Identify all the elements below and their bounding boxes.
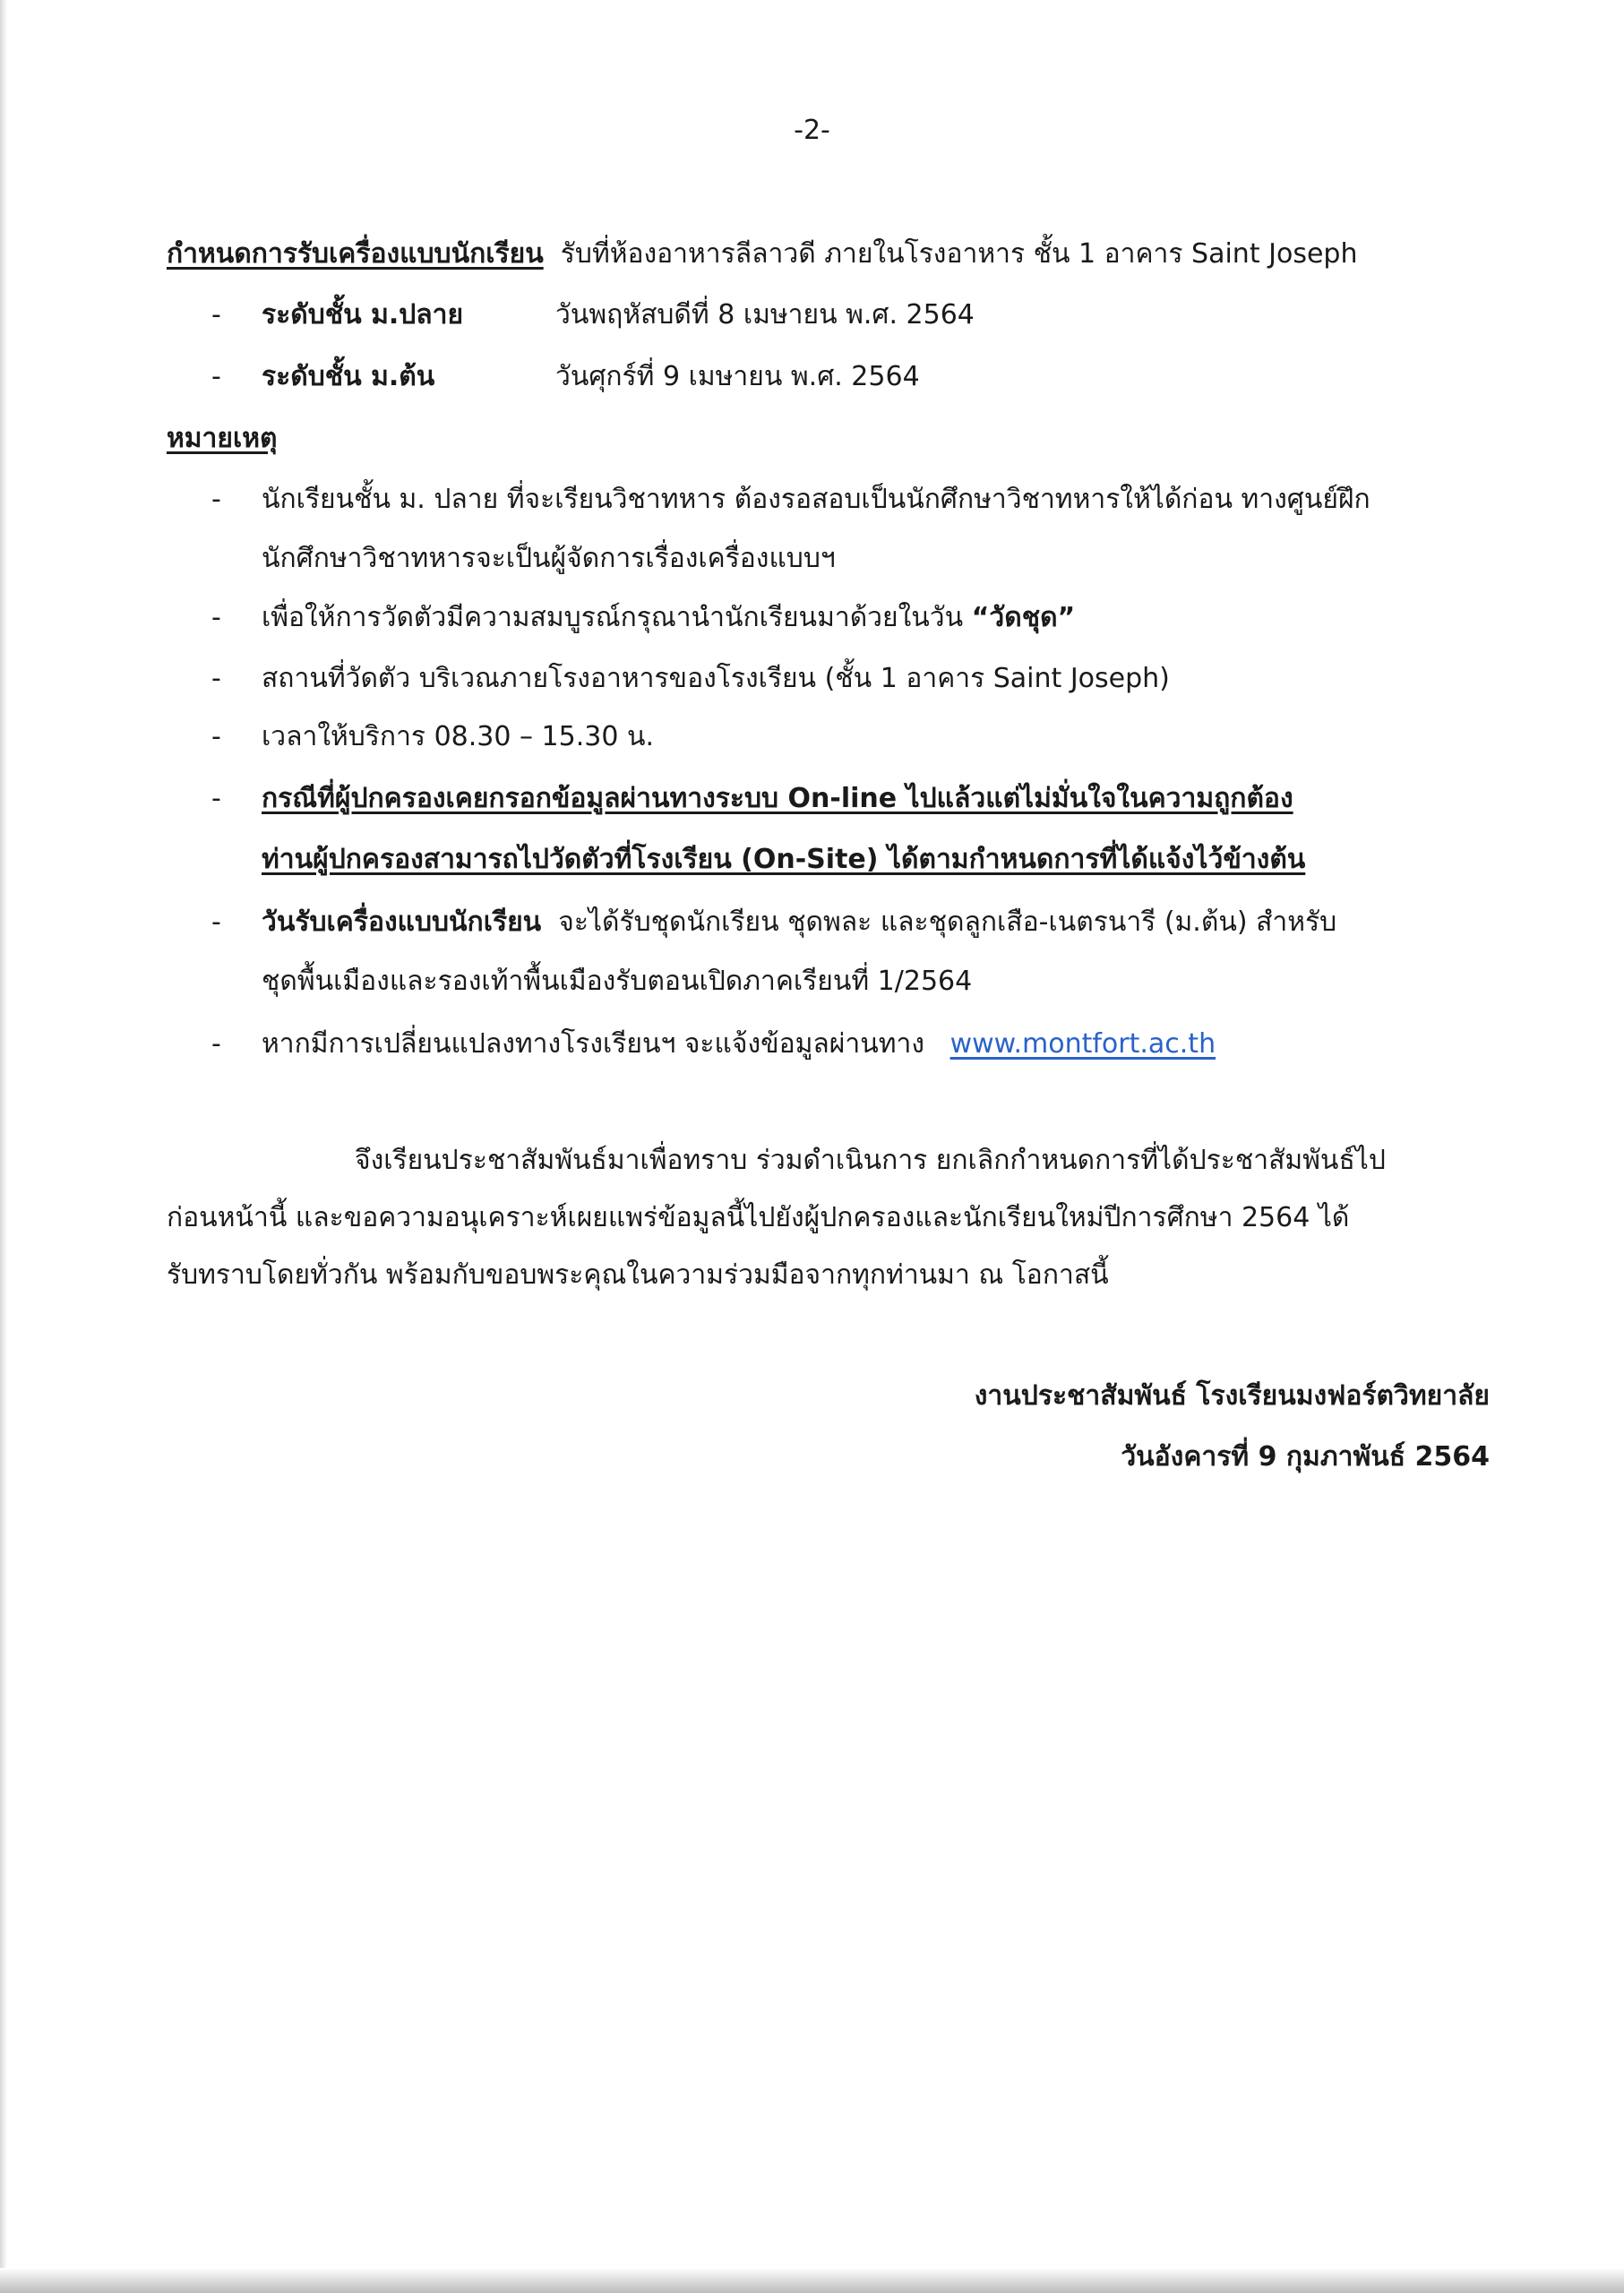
note-3-line: สถานที่วัดตัว บริเวณภายโรงอาหารของโรงเรียน (ชั้น 1 อาคาร Saint Joseph)	[262, 663, 1170, 694]
note-2-bold: “วัดชุด”	[971, 602, 1076, 633]
note-5-line-1: กรณีที่ผู้ปกครองเคยกรอกข้อมูลผ่านทางระบบ On-line ไปแล้วแต่ไม่มั่นใจในความถูกต้อง	[262, 783, 1293, 814]
note-4-line: เวลาให้บริการ 08.30 – 15.30 น.	[262, 721, 654, 752]
uniform-schedule-location: รับที่ห้องอาหารลีลาวดี ภายในโรงอาหาร ชั้น 1 อาคาร Saint Joseph	[560, 238, 1358, 270]
note-7-line	[262, 1026, 1216, 1062]
school-website-link[interactable]: www.montfort.ac.th	[949, 1028, 1216, 1060]
note-6-line-2: ชุดพื้นเมืองและรองเท้าพื้นเมืองรับตอนเปิดภาคเรียนที่ 1/2564	[262, 966, 973, 997]
schedule-level-junior: ระดับชั้น ม.ต้น	[262, 361, 435, 392]
signature-department: งานประชาสัมพันธ์ โรงเรียนมงฟอร์ตวิทยาลัย	[974, 1380, 1490, 1412]
note-6-bold: วันรับเครื่องแบบนักเรียน	[262, 906, 542, 938]
note-dash: -	[211, 484, 221, 515]
schedule-item-dash: -	[211, 299, 221, 331]
closing-line-2: ก่อนหน้านี้ และขอความอนุเคราะห์เผยแพร่ข้อมูลนี้ไปยังผู้ปกครองและนักเรียนใหม่ปีการศึกษา 2564 ได้	[167, 1202, 1350, 1233]
note-1-line-1: นักเรียนชั้น ม. ปลาย ที่จะเรียนวิชาทหาร ต้องรอสอบเป็นนักศึกษาวิชาทหารให้ได้ก่อน ทางศูนย์ฝึก	[262, 484, 1371, 515]
schedule-level-senior: ระดับชั้น ม.ปลาย	[262, 299, 464, 331]
note-dash: -	[211, 602, 221, 633]
scan-left-edge	[0, 0, 7, 2293]
uniform-schedule-line	[167, 236, 1357, 272]
closing-line-1: จึงเรียนประชาสัมพันธ์มาเพื่อทราบ ร่วมดำเนินการ ยกเลิกกำหนดการที่ได้ประชาสัมพันธ์ไป	[355, 1145, 1386, 1176]
note-dash: -	[211, 783, 221, 814]
notes-heading: หมายเหตุ	[167, 423, 278, 454]
schedule-item-dash: -	[211, 361, 221, 392]
note-dash: -	[211, 906, 221, 938]
note-7-text: หากมีการเปลี่ยนแปลงทางโรงเรียนฯ จะแจ้งข้อมูลผ่านทาง	[262, 1028, 924, 1060]
note-dash: -	[211, 1028, 221, 1060]
schedule-date-senior: วันพฤหัสบดีที่ 8 เมษายน พ.ศ. 2564	[555, 299, 975, 331]
note-6-text: จะได้รับชุดนักเรียน ชุดพละ และชุดลูกเสือ-เนตรนารี (ม.ต้น) สำหรับ	[558, 906, 1337, 938]
note-dash: -	[211, 721, 221, 752]
note-6-line-1	[262, 905, 1336, 940]
schedule-date-junior: วันศุกร์ที่ 9 เมษายน พ.ศ. 2564	[555, 361, 920, 392]
uniform-schedule-heading: กำหนดการรับเครื่องแบบนักเรียน	[167, 238, 544, 270]
closing-line-3: รับทราบโดยทั่วกัน พร้อมกับขอบพระคุณในความร่วมมือจากทุกท่านมา ณ โอกาสนี้	[167, 1259, 1109, 1291]
note-2-line	[262, 600, 1075, 636]
note-5-line-2: ท่านผู้ปกครองสามารถไปวัดตัวที่โรงเรียน (On-Site) ได้ตามกำหนดการที่ได้แจ้งไว้ข้างต้น	[262, 844, 1306, 875]
note-1-line-2: นักศึกษาวิชาทหารจะเป็นผู้จัดการเรื่องเครื่องแบบฯ	[262, 543, 836, 574]
page-number: -2-	[794, 115, 830, 146]
note-dash: -	[211, 663, 221, 694]
scan-bottom-edge	[0, 2268, 1624, 2293]
signature-date: วันอังคารที่ 9 กุมภาพันธ์ 2564	[1121, 1441, 1490, 1473]
note-2-text: เพื่อให้การวัดตัวมีความสมบูรณ์กรุณานำนักเรียนมาด้วยในวัน	[262, 602, 964, 633]
